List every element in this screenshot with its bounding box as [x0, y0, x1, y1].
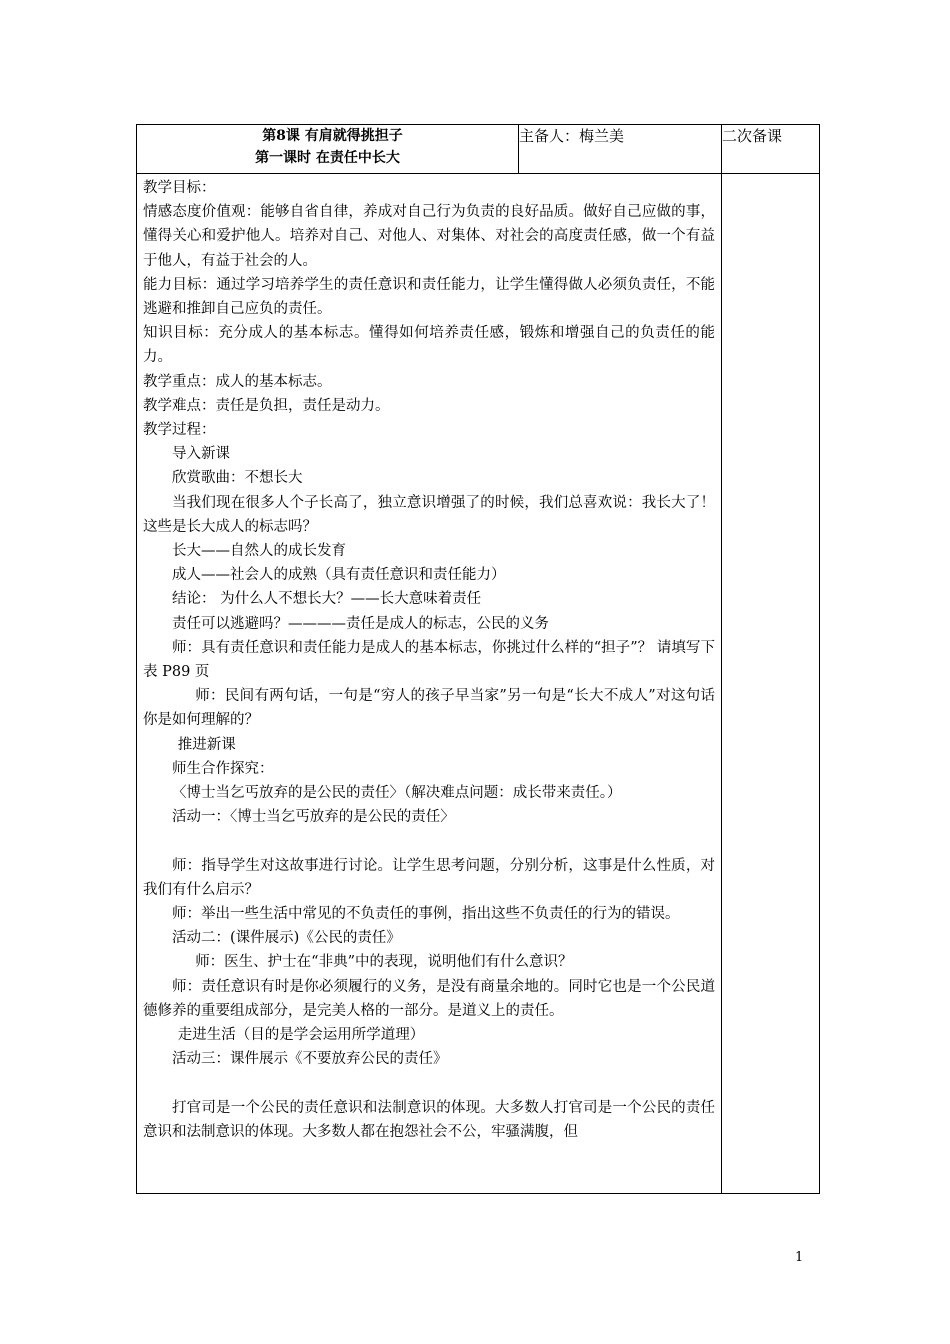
content-paragraph: 欣赏歌曲：不想长大 [172, 470, 303, 487]
body-row [137, 174, 820, 1194]
content-paragraph: 师：具有责任意识和责任能力是成人的基本标志，你挑过什么样的“担子”？ 请填写下表 P89 页 [143, 639, 715, 681]
content-paragraph: 走进生活（目的是学会运用所学道理） [177, 1027, 425, 1044]
content-paragraph: 师：举出一些生活中常见的不负责任的事例，指出这些不负责任的行为的错误。 [172, 906, 680, 923]
content-paragraph: 成人——社会人的成熟（具有责任意识和责任能力） [172, 567, 506, 584]
content-paragraph: 教学难点：责任是负担，责任是动力。 [143, 397, 390, 414]
content-paragraph: 当我们现在很多人个子长高了，独立意识增强了的时候，我们总喜欢说：我长大了！这些是长大成人的标志吗？ [143, 494, 715, 535]
content-paragraph: 师：指导学生对这故事进行讨论。让学生思考问题，分别分析，这事是什么性质，对我们有什么启示？ [143, 857, 715, 898]
second-prep-cell [722, 125, 820, 174]
second-prep-label: 二次备课 [722, 127, 783, 145]
blank-line [143, 829, 715, 853]
content-paragraph: 情感态度价值观：能够自省自律，养成对自己行为负责的良好品质。做好自己应做的事，懂得关心和爱护他人。培养对自己、对他人、对集体、对社会的高度责任感，做一个有益于他人，有益于社会的人。 [143, 204, 715, 269]
content-paragraph: 长大——自然人的成长发育 [172, 543, 346, 560]
lesson-title-cell [137, 125, 519, 174]
content-paragraph: 能力目标：通过学习培养学生的责任意识和责任能力，让学生懂得做人必须负责任，不能逃避和推卸自己应负的责任。 [143, 276, 715, 318]
page-number: 1 [795, 1250, 804, 1265]
content-paragraph: 导入新课 [172, 446, 230, 463]
content-paragraph: 教学目标： [143, 180, 216, 196]
lesson-plan-table [136, 124, 820, 1194]
content-paragraph: 打官司是一个公民的责任意识和法制意识的体现。大多数人打官司是一个公民的责任意识和法制意识的体现。大多数人都在抱怨社会不公，牢骚满腹，但 [143, 1099, 715, 1140]
content-paragraph: 师：责任意识有时是你必须履行的义务，是没有商量余地的。同时它也是一个公民道德修养的重要组成部分，是完美人格的一部分。是道义上的责任。 [143, 978, 715, 1019]
content-paragraph: 推进新课 [177, 736, 236, 753]
content-paragraph: 师生合作探究： [172, 760, 274, 777]
content-paragraph: 师：民间有两句话，一句是“穷人的孩子早当家”另一句是“长大不成人”对这句话你是如何理解的？ [143, 688, 715, 729]
content-paragraph: 活动三：课件展示《不要放弃公民的责任》 [172, 1051, 448, 1068]
lesson-content [137, 174, 721, 1144]
content-paragraph: 教学重点：成人的基本标志。 [143, 373, 332, 390]
content-paragraph: 教学过程： [143, 422, 216, 439]
blank-line [143, 1072, 715, 1096]
content-paragraph: 责任可以逃避吗？————责任是成人的标志，公民的义务 [172, 615, 549, 632]
content-paragraph: 结论： 为什么人不想长大？——长大意味着责任 [172, 591, 482, 608]
content-paragraph: 知识目标：充分成人的基本标志。懂得如何培养责任感，锻炼和增强自己的负责任的能力。 [143, 325, 715, 366]
content-paragraph: 〈博士当乞丐放弃的是公民的责任〉（解决难点问题：成长带来责任。） [172, 785, 622, 802]
content-paragraph: 活动一：〈博士当乞丐放弃的是公民的责任〉 [172, 809, 455, 826]
preparer-cell [519, 125, 722, 174]
second-prep-notes-cell [722, 174, 820, 1194]
lesson-subtitle: 第一课时 在责任中长大 [255, 150, 400, 166]
lesson-title: 第8课 有肩就得挑担子 [262, 128, 403, 144]
content-paragraph: 师：医生、护士在“非典”中的表现，说明他们有什么意识？ [195, 954, 573, 971]
preparer-label: 主备人：梅兰美 [519, 127, 625, 145]
content-paragraph: 活动二：(课件展示)《公民的责任》 [172, 930, 401, 947]
header-row [137, 125, 820, 174]
lesson-content-cell [137, 174, 722, 1194]
